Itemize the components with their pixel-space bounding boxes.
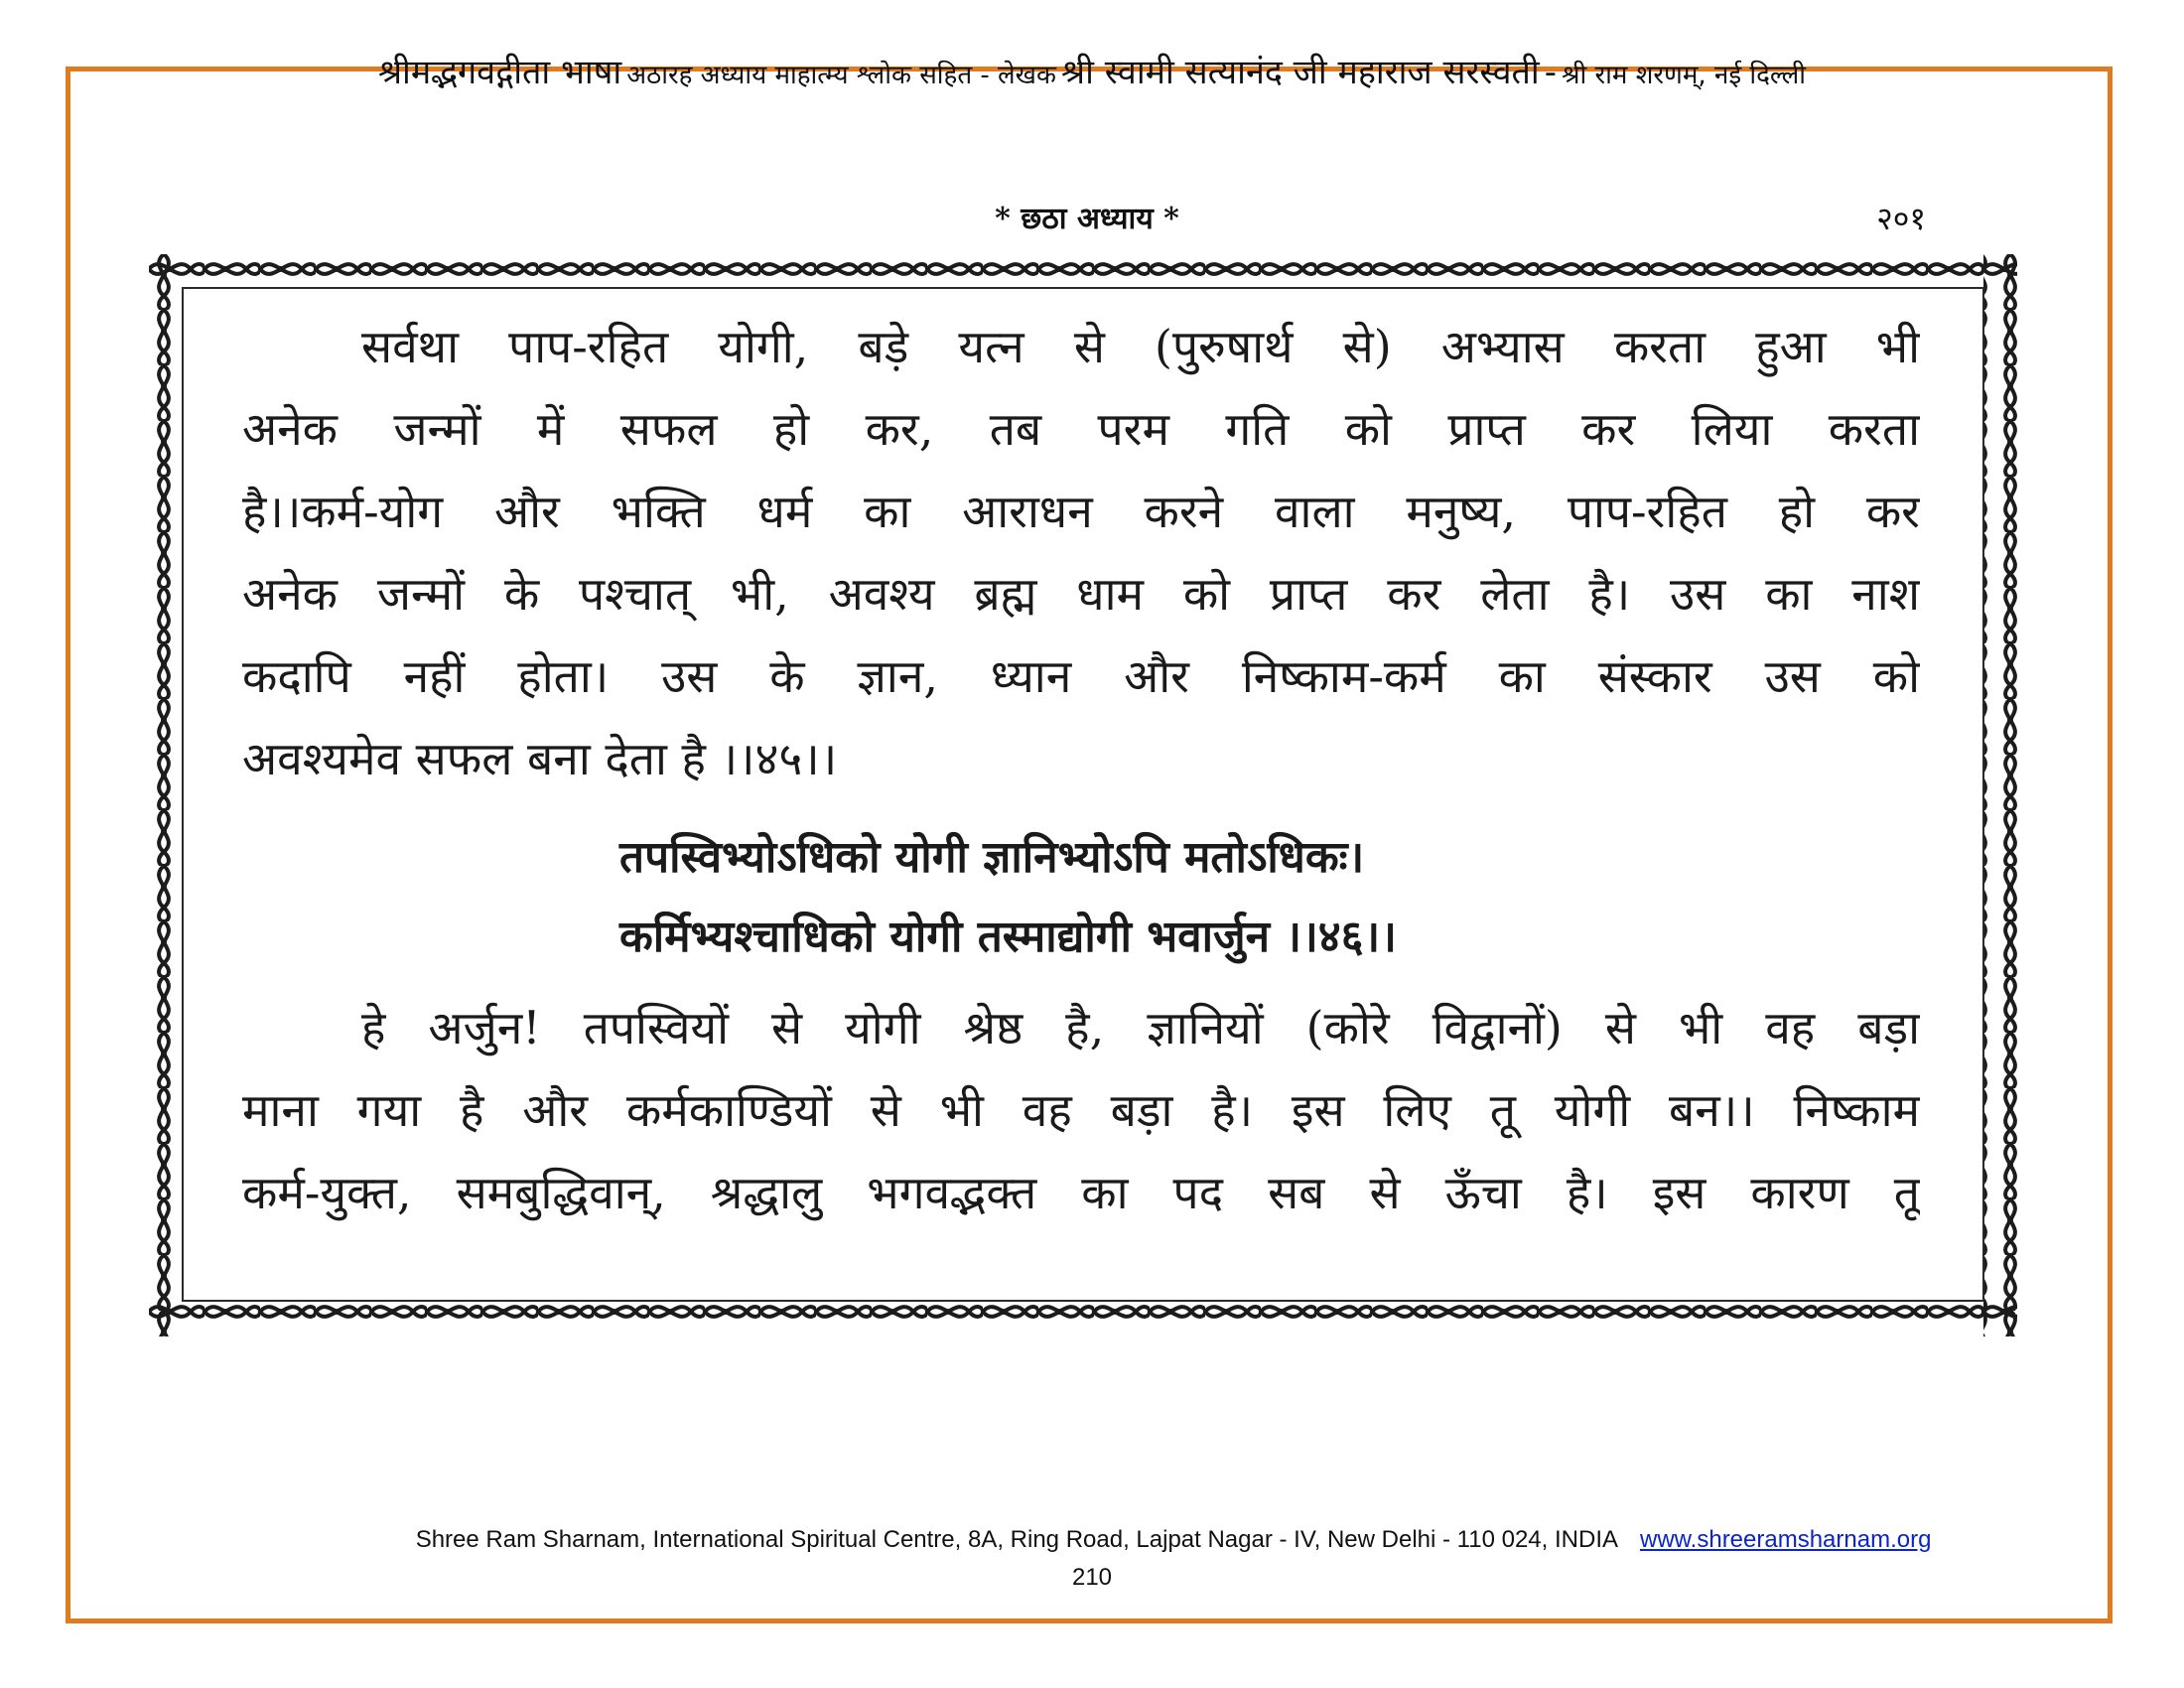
text-line: सर्वथा पाप-रहित योगी, बड़े यत्न से (पुरुषार्थ से) अभ्यास करता हुआ भी <box>361 320 1920 373</box>
text-line: अनेक जन्मों के पश्चात् भी, अवश्य ब्रह्म धाम को प्राप्त कर लेता है। उस का नाश <box>242 567 1920 621</box>
border-right <box>1983 254 2017 1336</box>
footer-page-number: 210 <box>1071 1564 1113 1591</box>
header-author: श्री स्वामी सत्यानंद जी महाराज सरस्वती <box>1061 53 1540 92</box>
text-line: है।।कर्म-योग और भक्ति धर्म का आराधन करने वाला मनुष्य, पाप-रहित हो कर <box>242 485 1920 538</box>
scanned-page-text <box>242 306 1920 1234</box>
header-separator: - <box>1544 53 1558 92</box>
text-line: कर्म-युक्त, समबुद्धिवान्, श्रद्धालु भगवद्भक्त का पद सब से ऊँचा है। इस कारण तू <box>242 1166 1920 1219</box>
sanskrit-shloka-46 <box>242 818 1920 977</box>
commentary-paragraph-45 <box>242 306 1920 800</box>
commentary-paragraph-46 <box>242 987 1920 1234</box>
border-top <box>149 254 2017 288</box>
text-line: कदापि नहीं होता। उस के ज्ञान, ध्यान और निष्काम-कर्म का संस्कार उस को <box>242 649 1920 703</box>
text-line: माना गया है और कर्मकाण्डियों से भी वह बड़ा है। इस लिए तू योगी बन।। निष्काम <box>242 1083 1920 1137</box>
book-page-number: २०१ <box>1876 200 1926 237</box>
text-line: अवश्यमेव सफल बना देता है ।।४५।। <box>242 732 838 785</box>
footer-address: Shree Ram Sharnam, International Spiritual Centre, 8A, Ring Road, Lajpat Nagar - IV, New Delhi - 110 024, INDIA <box>415 1526 1618 1553</box>
text-line: अनेक जन्मों में सफल हो कर, तब परम गति को प्राप्त कर लिया करता <box>242 402 1920 456</box>
header-publisher: श्री राम शरणम्, नई दिल्ली <box>1562 61 1807 90</box>
chapter-title: * छठा अध्याय * <box>995 202 1179 236</box>
border-left <box>149 254 183 1336</box>
header-title-sub: अठारह अध्याय माहात्म्य श्लोक सहित - लेखक <box>626 61 1056 90</box>
website-link[interactable]: www.shreeramsharnam.org <box>1640 1526 1932 1553</box>
shloka-line: कर्मिभ्यश्चाधिको योगी तस्माद्योगी भवार्जुन ।।४६।। <box>619 912 1397 962</box>
border-bottom <box>149 1301 2017 1335</box>
header-title-main: श्रीमद्भगवद्गीता भाषा <box>377 53 622 92</box>
shloka-line: तपस्विभ्योऽधिको योगी ज्ञानिभ्योऽपि मतोऽधिकः। <box>619 832 1365 883</box>
document-header <box>0 48 2184 93</box>
text-line: हे अर्जुन! तपस्वियों से योगी श्रेष्ठ है, ज्ञानियों (कोरे विद्वानों) से भी वह बड़ा <box>361 1001 1920 1055</box>
